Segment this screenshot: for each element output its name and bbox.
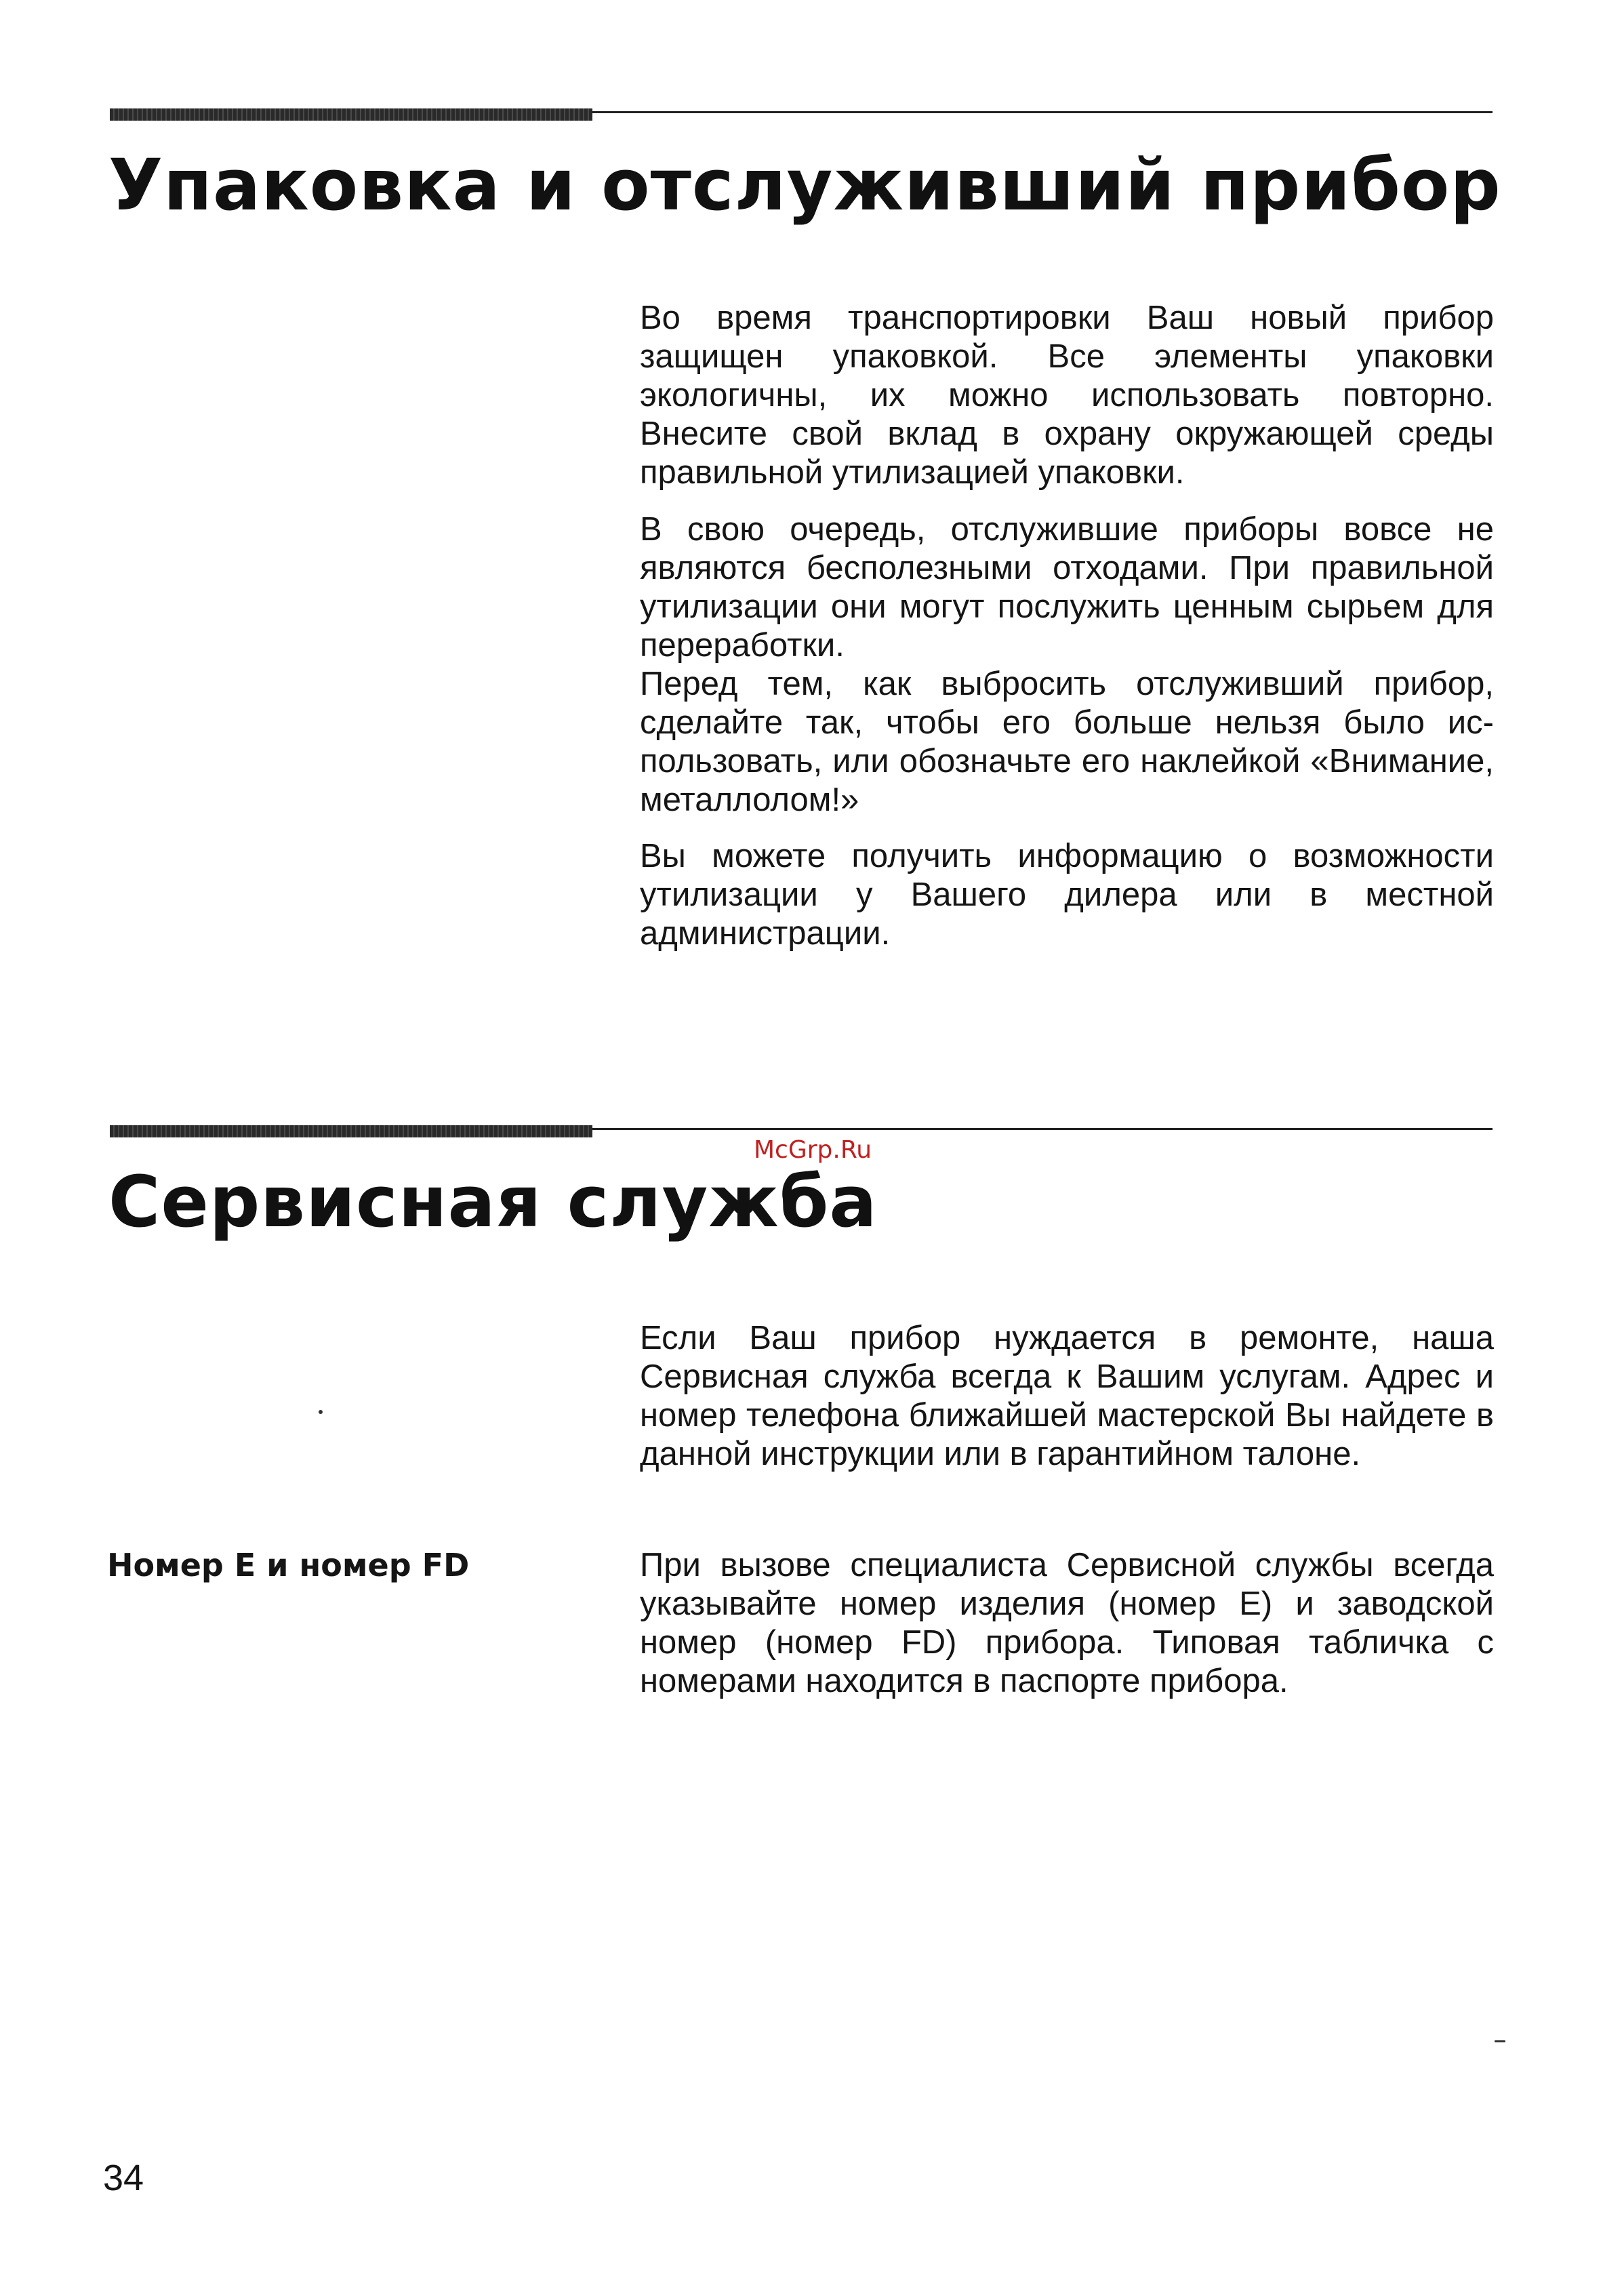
scan-speck [1495, 2040, 1505, 2042]
packaging-paragraph-1: Во время транспортировки Ваш новый прибор защищен упаковкой. Все элементы упаковки экологичны, их можно использовать повторно. Внесите свой вклад в охрану окружающей среды правильной утилизацией упаковки. [640, 300, 1494, 491]
section-divider-packaging [110, 108, 1493, 121]
watermark: McGrp.Ru [754, 1136, 872, 1164]
divider-bar [110, 108, 592, 121]
divider-line [592, 111, 1493, 113]
scan-speck [319, 1410, 323, 1414]
divider-bar [110, 1125, 592, 1137]
packaging-paragraph-2: В свою очередь, отслужившие приборы вовсе не являются бесполезными отходами. При правильной утилизации они могут послужить ценным сырьем для переработки. [640, 511, 1494, 664]
e-fd-number-label: Номер Е и номер FD [107, 1547, 470, 1583]
packaging-text-block [640, 299, 1494, 953]
e-fd-paragraph: При вызове специалиста Сервисной службы всегда указывайте номер изделия (номер Е) и заводской номер (номер FD) прибора. Типовая табличка с номерами находится в паспорте прибора. [640, 1547, 1494, 1699]
page-number: 34 [103, 2158, 144, 2198]
divider-line [592, 1128, 1493, 1130]
service-paragraph-1: Если Ваш прибор нуждается в ремонте, наша Сервисная служба всегда к Вашим услугам. Адрес и номер телефона ближайшей мастерской Вы найдете в данной инструкции или в гарантийном талоне. [640, 1320, 1494, 1472]
packaging-paragraph-3: Перед тем, как выбросить отслуживший прибор, сделайте так, чтобы его больше нельзя было использовать, или обозначьте его наклейкой «Внимание, металлолом!» [640, 666, 1494, 818]
section-title-service: Сервисная служба [108, 1160, 878, 1243]
packaging-paragraph-4: Вы можете получить информацию о возможности утилизации у Вашего дилера или в местной администрации. [640, 838, 1494, 952]
service-text-block [640, 1319, 1494, 1474]
e-fd-text-block [640, 1546, 1494, 1701]
section-title-packaging: Упаковка и отслуживший прибор [108, 144, 1501, 226]
